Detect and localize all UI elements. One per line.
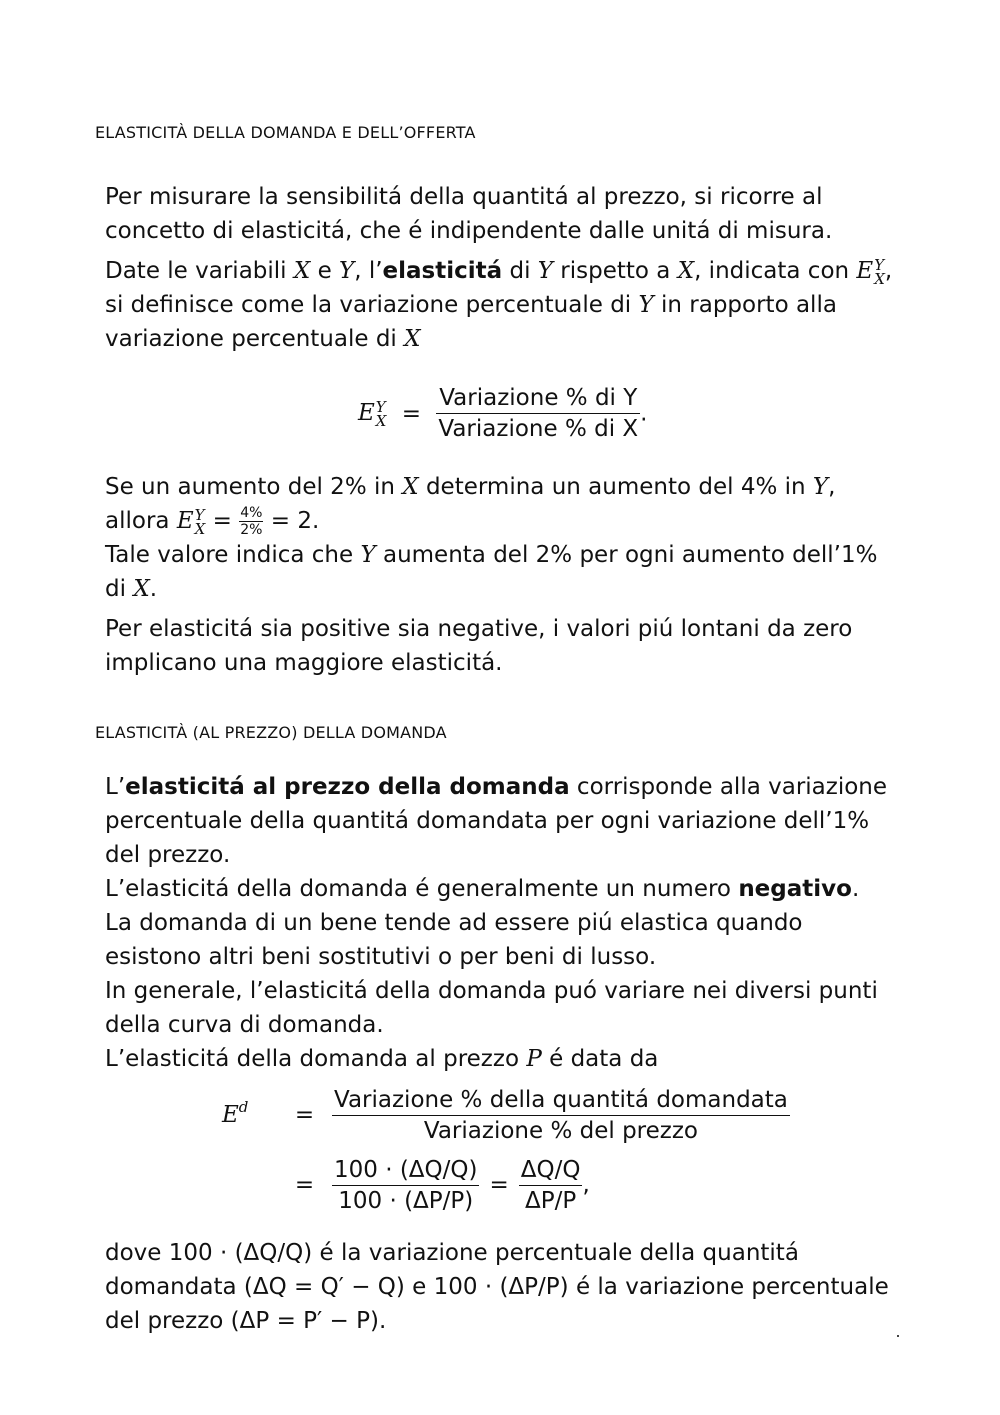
paragraph-negative: L’elasticitá della domanda é generalmente un numero negativo. — [105, 876, 860, 902]
paragraph-given-by: L’elasticitá della domanda al prezzo P é data da — [105, 1046, 659, 1072]
paragraph-example: Se un aumento del 2% in X determina un aumento del 4% in Y, allora E Y X = $\frac{4\%}{2\%}$ = 2. — [105, 474, 836, 538]
section1-body — [105, 180, 905, 356]
bold-elasticity: elasticitá — [382, 258, 503, 284]
equation-row-2: = $\frac{100 \cdot (\Delta Q/Q)}{100 \cdot (\Delta P/P)}$ = $\frac{\Delta Q/Q}{\Delta P/P}$ , — [294, 1156, 590, 1214]
equation-demand-elasticity — [222, 1080, 790, 1220]
paragraph-sign: Per elasticitá sia positive sia negative, i valori piú lontani da zero implicano una maggiore elasticitá. — [105, 616, 853, 676]
symbol-e-xy: E Y X — [856, 256, 885, 288]
paragraph-definition: Date le variabili X e Y, l’elasticitá di Y rispetto a X, indicata con E Y X , si definisce come la variazione percentuale di Y in rapporto alla variazione percentuale di X — [105, 256, 893, 352]
symbol-ed: $E^d$ — [222, 1098, 249, 1128]
paragraph-price-elasticity: L’elasticitá al prezzo della domanda corrisponde alla variazione percentuale della quantitá domandata per ogni variazione dell’1% del prezzo. — [105, 774, 888, 868]
fraction-variation: $\frac{\text{Variazione \% di Y}}{\text{Variazione \% di X}}$ — [438, 385, 639, 442]
bold-negative: negativo — [738, 876, 852, 902]
section2-body — [105, 770, 905, 1076]
paragraph-substitutes: La domanda di un bene tende ad essere piú elastica quando esistono altri beni sostitutivi o per beni di lusso. — [105, 910, 803, 970]
section1-example — [105, 470, 905, 680]
fraction-example: $\frac{4\%}{2\%}$ — [240, 505, 263, 538]
section-heading-price-elasticity: ELASTICITÀ (AL PREZZO) DELLA DOMANDA — [95, 723, 447, 742]
var-x: X — [293, 258, 311, 284]
equation-row-1: $E^d$ = $\frac{\text{Variazione \% della quantitá domandata}}{\text{Variazione \% del prezzo}}$ — [222, 1086, 788, 1144]
equation-elasticity-definition: E Y X = $\frac{\text{Variazione \% di Y}}{\text{Variazione \% di X}}$ . — [358, 385, 648, 442]
page-dot — [897, 1335, 899, 1337]
paragraph-curve: In generale, l’elasticitá della domanda puó variare nei diversi punti della curva di domanda. — [105, 978, 878, 1038]
paragraph-where: dove 100 · (ΔQ/Q) é la variazione percentuale della quantitá domandata (ΔQ = Q′ − Q) e 100 · (ΔP/P) é la variazione percentuale del prezzo (ΔP = P′ − P). — [105, 1240, 889, 1334]
paragraph-interpretation: Tale valore indica che Y aumenta del 2% per ogni aumento dell’1% di X. — [105, 542, 878, 602]
section2-footer — [105, 1236, 905, 1338]
bold-price-elasticity: elasticitá al prezzo della domanda — [125, 774, 570, 800]
section-heading-elasticity: ELASTICITÀ DELLA DOMANDA E DELL’OFFERTA — [95, 123, 476, 142]
paragraph-intro: Per misurare la sensibilitá della quantitá al prezzo, si ricorre al concetto di elasticitá, che é indipendente dalle unitá di misura. — [105, 184, 833, 244]
